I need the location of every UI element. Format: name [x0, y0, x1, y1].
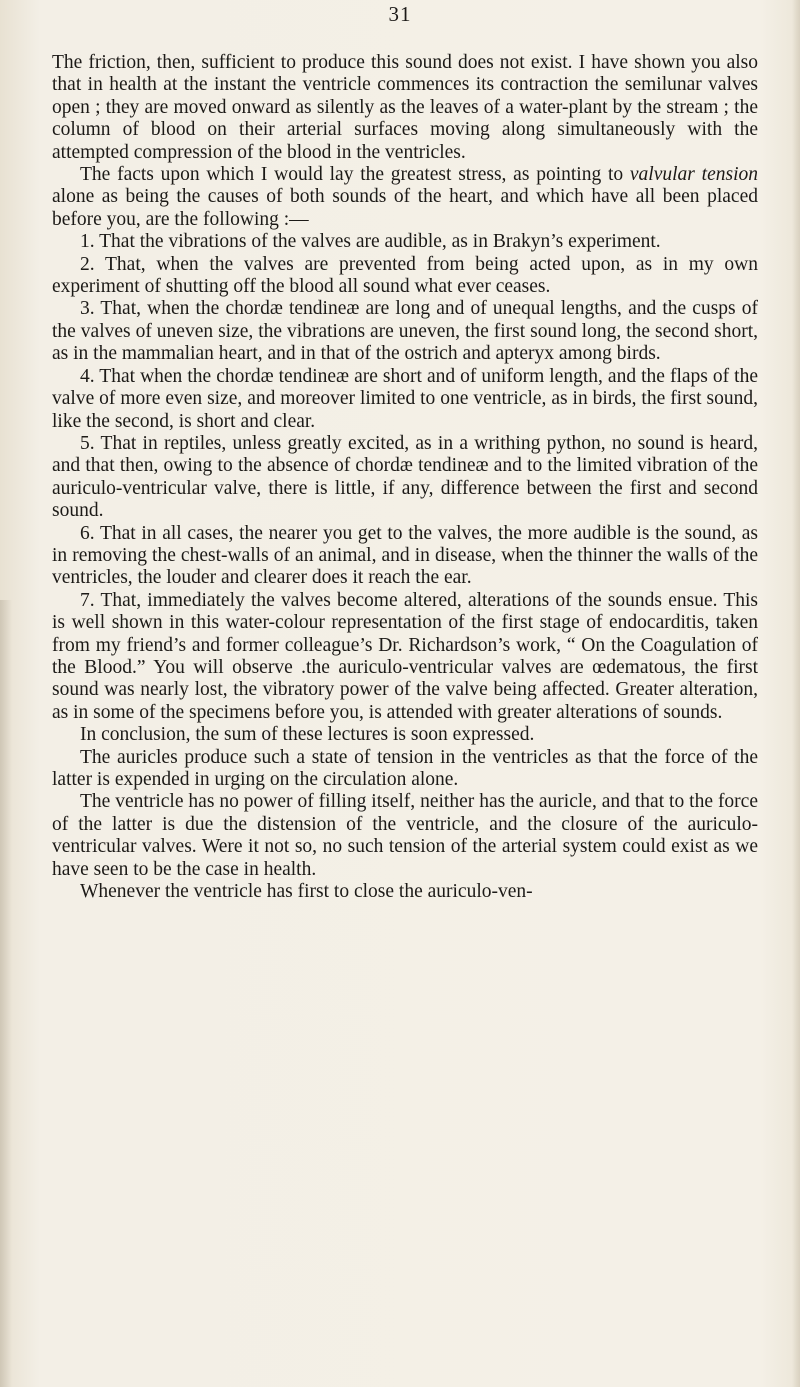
list-item-3: 3. That, when the chordæ tendineæ are long and of unequal lengths, and the cusps of the valves of uneven size, the vibrations are uneven, the first sound long, the second short, as in the mammalian heart, and in that of the ostrich and apteryx among birds.	[52, 298, 758, 365]
paragraph-facts-start: The facts upon which I would lay the greatest stress, as pointing to	[80, 164, 630, 186]
list-item-2: 2. That, when the valves are prevented from being acted upon, as in my own experiment of shutting off the blood all sound what ever ceases.	[52, 253, 758, 298]
paragraph-conclusion: In conclusion, the sum of these lectures is soon expressed.	[80, 724, 535, 746]
list-item-7: 7. That, immediately the valves become altered, alterations of the sounds ensue. This is well shown in this water-colour representation of the first stage of endocarditis, taken from my friend’s and former colleague’s Dr. Richardson’s work, “ On the Coagulation of the Blood.” You will observe .the auriculo-ventricular valves are œdematous, the first sound was nearly lost, the vibratory power of the valve being affected. Greater alteration, as in some of the specimens before you, is attended with greater alterations of sounds.	[52, 589, 758, 723]
list-item-6: 6. That in all cases, the nearer you get to the valves, the more audible is the sound, as in removing the chest-walls of an animal, and in disease, when the thinner the walls of the ventricles, the louder and clearer does it reach the ear.	[52, 522, 758, 589]
paragraph-whenever: Whenever the ventricle has first to close the auriculo-ven-	[80, 881, 533, 903]
page-edge-shadow	[792, 0, 800, 1387]
body-text	[52, 52, 758, 903]
page-number: 31	[388, 2, 412, 26]
page-gutter-shadow	[0, 600, 12, 1387]
paragraph-facts-end: alone as being the causes of both sounds of the heart, and which have all been placed before you, are the following :—	[52, 186, 758, 230]
paragraph-facts	[52, 164, 758, 231]
list-item-4: 4. That when the chordæ tendineæ are short and of uniform length, and the flaps of the valve of more even size, and moreover limited to one ventricle, as in birds, the first sound, like the second, is short and clear.	[52, 365, 758, 432]
list-item-1: 1. That the vibrations of the valves are audible, as in Brakyn’s experiment.	[80, 231, 661, 253]
paragraph-friction: The friction, then, sufficient to produce this sound does not exist. I have shown you also that in health at the instant the ventricle commences its contraction the semilunar valves open ; they are moved onward as silently as the leaves of a water-plant by the stream ; the column of blood on their arterial surfaces moving along simultaneously with the attempted compression of the blood in the ventricles.	[52, 52, 758, 163]
list-item-5: 5. That in reptiles, unless greatly excited, as in a writhing python, no sound is heard, and that then, owing to the absence of chordæ tendineæ and to the limited vibration of the auriculo-ventricular valve, there is little, if any, difference between the first and second sound.	[52, 432, 758, 522]
paragraph-ventricle: The ventricle has no power of filling itself, neither has the auricle, and that to the force of the latter is due the distension of the ventricle, and the closure of the auriculo-ventricular valves. Were it not so, no such tension of the arterial system could exist as we have seen to be the case in health.	[52, 791, 758, 880]
paragraph-auricles: The auricles produce such a state of tension in the ventricles as that the force of the latter is expended in urging on the circulation alone.	[52, 746, 758, 790]
emphasis-valvular-tension: valvular tension	[629, 164, 758, 186]
